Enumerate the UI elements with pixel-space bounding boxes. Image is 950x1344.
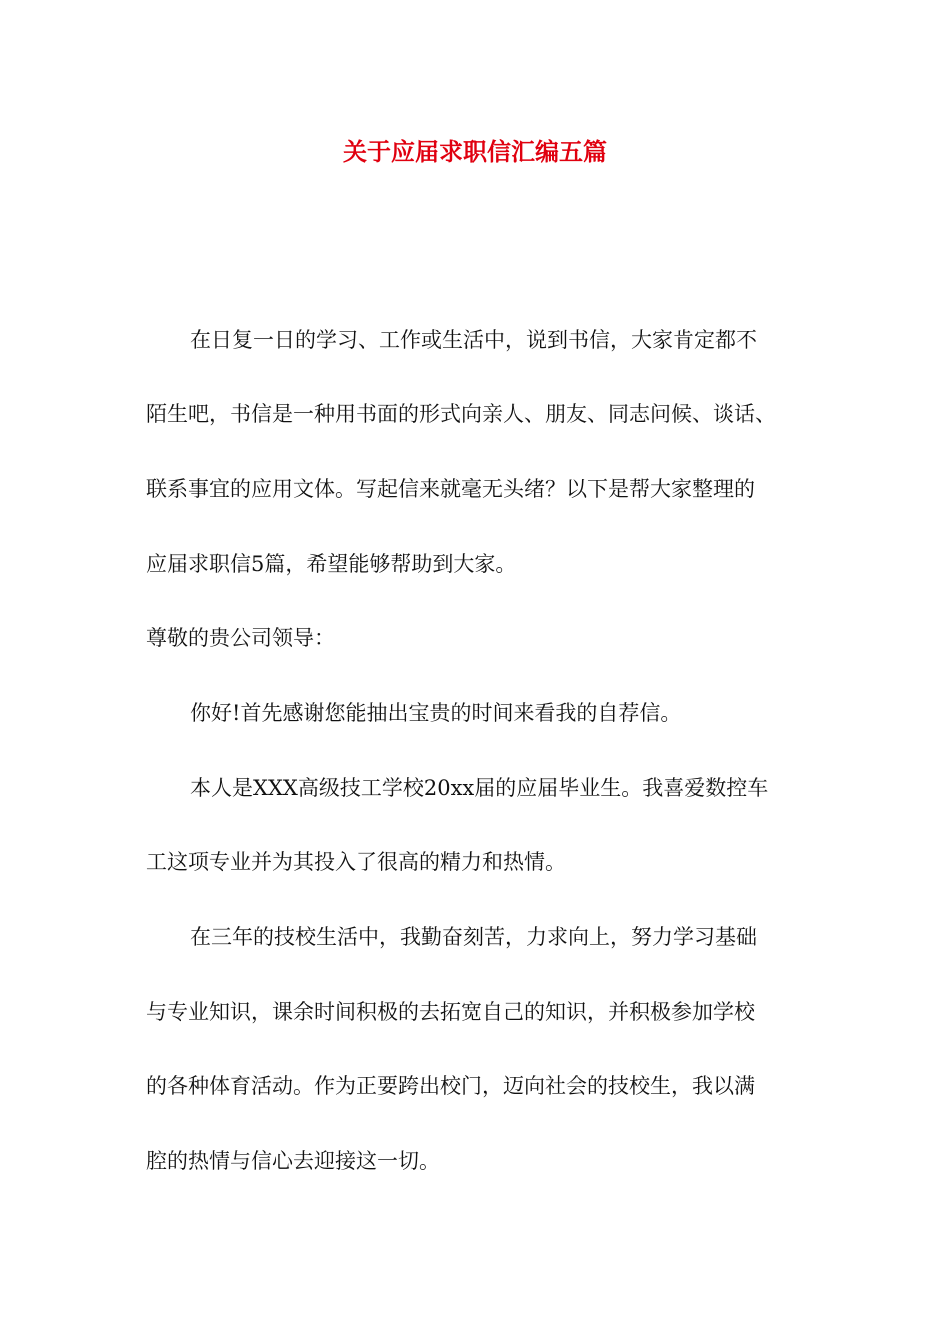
salutation: 尊敬的贵公司领导：: [146, 626, 335, 650]
paragraph-line: 应届求职信5篇，希望能够帮助到大家。: [146, 552, 517, 576]
paragraph-line: 在三年的技校生活中，我勤奋刻苦，力求向上，努力学习基础: [190, 925, 757, 949]
document-title: 关于应届求职信汇编五篇: [343, 137, 607, 166]
paragraph-line: 在日复一日的学习、工作或生活中，说到书信，大家肯定都不: [190, 328, 757, 352]
paragraph-line: 你好!首先感谢您能抽出宝贵的时间来看我的自荐信。: [190, 701, 682, 725]
paragraph-line: 工这项专业并为其投入了很高的精力和热情。: [146, 850, 566, 874]
paragraph-line: 的各种体育活动。作为正要跨出校门，迈向社会的技校生，我以满: [146, 1074, 755, 1098]
paragraph-line: 本人是XXX高级技工学校20xx届的应届毕业生。我喜爱数控车: [190, 776, 769, 800]
paragraph-line: 陌生吧，书信是一种用书面的形式向亲人、朋友、同志问候、谈话、: [146, 402, 776, 426]
paragraph-line: 腔的热情与信心去迎接这一切。: [146, 1149, 440, 1173]
paragraph-line: 与专业知识，课余时间积极的去拓宽自己的知识，并积极参加学校: [146, 1000, 755, 1024]
paragraph-line: 联系事宜的应用文体。写起信来就毫无头绪？以下是帮大家整理的: [146, 477, 755, 501]
